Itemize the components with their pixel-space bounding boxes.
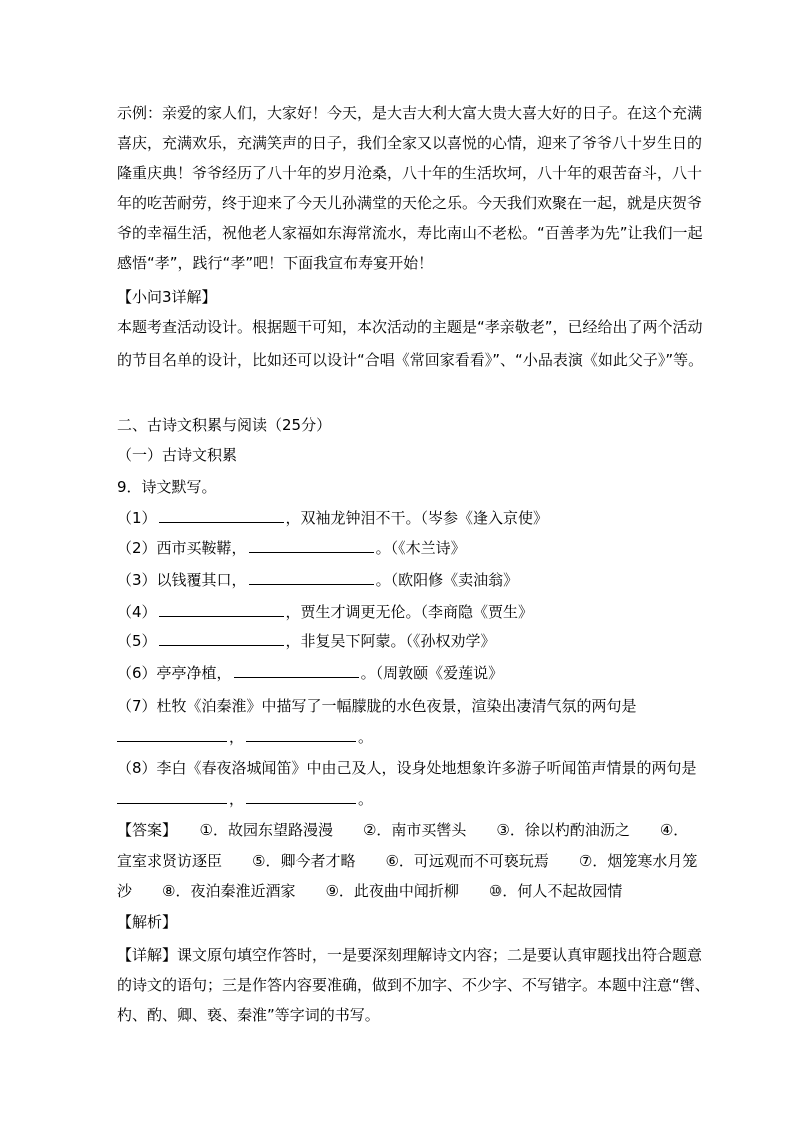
answer-line: 沙 ⑧．夜泊秦淮近酒家 ⑨．此夜曲中闻折柳 ⑩．何人不起故园情 <box>117 882 623 900</box>
item-number: （5） <box>117 632 157 650</box>
item-4 <box>117 602 533 622</box>
answer-blank[interactable] <box>249 570 374 585</box>
item-after: 。（周敦颐《爱莲说》 <box>360 664 504 682</box>
section-subtitle: （一）古诗文积累 <box>117 446 238 464</box>
item-1 <box>117 508 548 528</box>
item-7: （7）杜牧《泊秦淮》中描写了一幅朦胧的水色夜景，渲染出凄清气氛的两句是 <box>117 697 637 715</box>
item-before: 西市买鞍鞯， <box>156 539 247 557</box>
q3-heading: 【小问3详解】 <box>117 288 217 306</box>
text-line: 示例：亲爱的家人们，大家好！今天，是大吉大利大富大贵大喜大好的日子。在这个充满 <box>117 104 703 122</box>
answer-blank[interactable] <box>159 508 284 523</box>
item-after: 。（欧阳修《卖油翁》 <box>375 571 519 589</box>
answer-blank[interactable] <box>249 538 374 553</box>
answer-blank[interactable] <box>159 602 284 617</box>
text-line: 隆重庆典！爷爷经历了八十年的岁月沧桑，八十年的生活坎坷，八十年的艰苦奋斗，八十 <box>117 164 703 182</box>
answer-line: 【答案】 ①．故园东望路漫漫 ②．南市买辔头 ③．徐以杓酌油沥之 ④． <box>117 821 689 839</box>
text-line: 爷的幸福生活，祝他老人家福如东海常流水，寿比南山不老松。“百善孝为先”让我们一起 <box>117 224 703 242</box>
item-2 <box>117 538 466 558</box>
item-number: （3） <box>117 571 157 589</box>
period: 。 <box>358 728 374 746</box>
analysis-line: 的诗文的语句；三是作答内容要准确，做到不加字、不少字、不写错字。本题中注意“辔、 <box>117 976 710 994</box>
item-after: ，贾生才调更无伦。（李商隐《贾生》 <box>285 603 534 621</box>
item-after: ，非复吴下阿蒙。（《孙权劝学》 <box>285 632 496 650</box>
text-line: 的节目名单的设计，比如还可以设计“合唱《常回家看看》”、“小品表演《如此父子》”等。 <box>117 351 704 369</box>
answer-blank[interactable] <box>117 789 227 804</box>
item-8: （8）李白《春夜洛城闻笛》中由己及人，设身处地想象许多游子听闻笛声情景的两句是 <box>117 759 697 777</box>
answer-blank[interactable] <box>234 663 359 678</box>
item-number: （2） <box>117 539 157 557</box>
answer-line: 宣室求贤访逐臣 ⑤．卿今者才略 ⑥．可远观而不可亵玩焉 ⑦．烟笼寒水月笼 <box>117 852 698 870</box>
section-title: 二、古诗文积累与阅读（25分） <box>117 416 332 434</box>
item-after: ，双袖龙钟泪不干。（岑参《逢入京使》 <box>285 509 549 527</box>
comma: ， <box>229 728 245 746</box>
item-6 <box>117 663 503 683</box>
answer-blank[interactable] <box>246 789 356 804</box>
item-after: 。（《木兰诗》 <box>375 539 466 557</box>
answer-blank[interactable] <box>246 727 356 742</box>
item-3 <box>117 570 518 590</box>
question-9: 9．诗文默写。 <box>117 478 217 496</box>
text-line: 喜庆，充满欢乐，充满笑声的日子，我们全家又以喜悦的心情，迎来了爷爷八十岁生日的 <box>117 134 703 152</box>
text-line: 年的吃苦耐劳，终于迎来了今天儿孙满堂的天伦之乐。今天我们欢聚在一起，就是庆贺爷 <box>117 194 703 212</box>
item-before: 亭亭净植， <box>156 664 232 682</box>
item-number: （4） <box>117 603 157 621</box>
item-5 <box>117 631 496 651</box>
item-before: 以钱覆其口， <box>156 571 247 589</box>
answer-blank[interactable] <box>159 631 284 646</box>
comma: ， <box>229 790 245 808</box>
text-line: 本题考查活动设计。根据题干可知，本次活动的主题是“孝亲敬老”，已经给出了两个活动 <box>117 318 703 336</box>
item-8-blanks <box>117 789 373 809</box>
period: 。 <box>358 790 374 808</box>
analysis-line: 杓、酌、卿、亵、秦淮”等字词的书写。 <box>117 1006 380 1024</box>
answer-blank[interactable] <box>117 727 227 742</box>
item-number: （1） <box>117 509 157 527</box>
analysis-line: 【详解】课文原句填空作答时，一是要深刻理解诗文内容；二是要认真审题找出符合题意 <box>117 946 703 964</box>
item-7-blanks <box>117 727 373 747</box>
item-number: （6） <box>117 664 157 682</box>
analysis-heading: 【解析】 <box>117 913 178 931</box>
text-line: 感悟“孝”，践行“孝”吧！下面我宣布寿宴开始！ <box>117 254 434 272</box>
